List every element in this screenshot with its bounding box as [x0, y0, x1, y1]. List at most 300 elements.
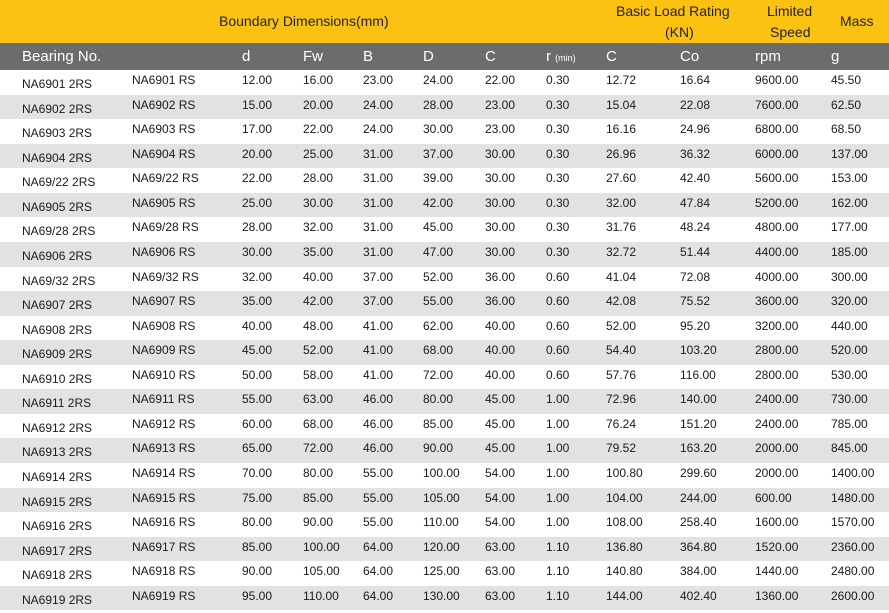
static-load-cell: 42.40: [680, 171, 711, 186]
d-cell: 22.00: [242, 171, 273, 186]
c-cell: 23.00: [485, 122, 516, 137]
mass-cell: 68.50: [831, 122, 862, 137]
fw-cell: 100.00: [303, 539, 340, 554]
outer-d-cell: 52.00: [423, 269, 454, 284]
bearing-no-cell: NA6903 2RS: [22, 126, 93, 141]
fw-cell: 105.00: [303, 564, 340, 579]
outer-d-cell: 85.00: [423, 416, 454, 431]
rs-model-cell: NA6902 RS: [132, 97, 196, 112]
rs-model-cell: NA6910 RS: [132, 367, 196, 382]
d-cell: 40.00: [242, 318, 273, 333]
bearing-no-cell: NA6905 2RS: [22, 199, 93, 214]
rpm-cell: 2800.00: [755, 343, 799, 358]
rs-model-cell: NA6917 RS: [132, 539, 196, 554]
mass-cell: 185.00: [831, 244, 868, 259]
b-cell: 46.00: [363, 392, 394, 407]
dynamic-load-cell: 76.24: [606, 416, 637, 431]
load-rating-unit: (KN): [665, 24, 694, 40]
r-cell: 1.00: [546, 392, 570, 407]
mass-cell: 1570.00: [831, 515, 875, 530]
dynamic-load-cell: 52.00: [606, 318, 637, 333]
rpm-cell: 4400.00: [755, 244, 799, 259]
r-cell: 0.30: [546, 171, 570, 186]
static-load-cell: 75.52: [680, 294, 711, 309]
bearing-no-cell: NA6912 2RS: [22, 420, 93, 435]
c-cell: 23.00: [485, 97, 516, 112]
c-cell: 40.00: [485, 367, 516, 382]
outer-d-cell: 110.00: [423, 515, 459, 530]
rpm-cell: 1440.00: [755, 564, 799, 579]
col-rpm: rpm: [755, 48, 781, 65]
rs-model-cell: NA6919 RS: [132, 588, 196, 603]
fw-cell: 72.00: [303, 441, 334, 456]
col-g: g: [831, 48, 840, 65]
b-cell: 37.00: [363, 269, 394, 284]
c-cell: 40.00: [485, 343, 516, 358]
dynamic-load-cell: 136.80: [606, 539, 643, 554]
r-cell: 1.10: [546, 588, 570, 603]
dynamic-load-cell: 16.16: [606, 122, 637, 137]
r-cell: 0.60: [546, 318, 570, 333]
rpm-cell: 2800.00: [755, 367, 799, 382]
fw-cell: 52.00: [303, 343, 334, 358]
d-cell: 20.00: [242, 146, 273, 161]
b-cell: 64.00: [363, 564, 394, 579]
rs-model-cell: NA6906 RS: [132, 244, 196, 259]
mass-cell: 440.00: [831, 318, 868, 333]
col-r-min: (min): [555, 53, 576, 63]
mass-cell: 1480.00: [831, 490, 875, 505]
fw-cell: 40.00: [303, 269, 334, 284]
table-body: [0, 70, 889, 610]
table-row: [0, 95, 889, 120]
mass-cell: 530.00: [831, 367, 868, 382]
r-cell: 1.00: [546, 441, 570, 456]
rs-model-cell: NA6909 RS: [132, 343, 196, 358]
table-row: [0, 144, 889, 169]
rpm-cell: 6800.00: [755, 122, 799, 137]
mass-cell: 2480.00: [831, 564, 875, 579]
rpm-cell: 5600.00: [755, 171, 799, 186]
c-cell: 63.00: [485, 564, 516, 579]
outer-d-cell: 120.00: [423, 539, 460, 554]
dynamic-load-cell: 57.76: [606, 367, 637, 382]
bearing-no-cell: NA6919 2RS: [22, 592, 93, 607]
r-cell: 0.60: [546, 294, 570, 309]
bearing-no-cell: NA6911 2RS: [22, 396, 92, 411]
table-row: [0, 267, 889, 292]
r-cell: 0.30: [546, 146, 570, 161]
b-cell: 24.00: [363, 122, 394, 137]
column-header-row: [0, 43, 889, 70]
mass-cell: 177.00: [831, 220, 868, 235]
rs-model-cell: NA6905 RS: [132, 195, 196, 210]
table-row: [0, 438, 889, 463]
load-rating-heading: Basic Load Rating: [616, 3, 730, 19]
mass-cell: 520.00: [831, 343, 868, 358]
bearing-no-cell: NA6908 2RS: [22, 322, 93, 337]
fw-cell: 30.00: [303, 195, 334, 210]
b-cell: 31.00: [363, 244, 394, 259]
d-cell: 12.00: [242, 73, 273, 87]
rpm-cell: 2400.00: [755, 392, 799, 407]
static-load-cell: 103.20: [680, 343, 717, 358]
static-load-cell: 299.60: [680, 466, 717, 480]
d-cell: 17.00: [242, 122, 273, 137]
rpm-cell: 7600.00: [755, 97, 799, 112]
table-row: [0, 340, 889, 365]
static-load-cell: 151.20: [680, 416, 717, 431]
limited-speed-heading-line2: Speed: [770, 24, 811, 40]
fw-cell: 58.00: [303, 367, 334, 382]
d-cell: 80.00: [242, 515, 273, 530]
d-cell: 32.00: [242, 269, 273, 284]
rs-model-cell: NA6913 RS: [132, 441, 196, 456]
b-cell: 41.00: [363, 318, 394, 333]
static-load-cell: 51.44: [680, 244, 711, 259]
bearing-no-cell: NA6914 2RS: [22, 470, 93, 484]
fw-cell: 68.00: [303, 416, 334, 431]
c-cell: 63.00: [485, 588, 516, 603]
dynamic-load-cell: 100.80: [606, 466, 643, 480]
dynamic-load-cell: 72.96: [606, 392, 637, 407]
dynamic-load-cell: 144.00: [606, 588, 643, 603]
c-cell: 22.00: [485, 73, 516, 87]
r-cell: 0.30: [546, 122, 570, 137]
static-load-cell: 116.00: [680, 367, 716, 382]
rs-model-cell: NA6912 RS: [132, 416, 196, 431]
c-cell: 45.00: [485, 416, 516, 431]
dynamic-load-cell: 104.00: [606, 490, 643, 505]
fw-cell: 42.00: [303, 294, 334, 309]
rpm-cell: 4000.00: [755, 269, 799, 284]
b-cell: 31.00: [363, 171, 394, 186]
bearing-no-cell: NA6901 2RS: [22, 77, 93, 91]
d-cell: 95.00: [242, 588, 273, 603]
outer-d-cell: 72.00: [423, 367, 454, 382]
outer-d-cell: 42.00: [423, 195, 454, 210]
mass-cell: 45.50: [831, 73, 862, 87]
static-load-cell: 36.32: [680, 146, 711, 161]
bearing-no-cell: NA6909 2RS: [22, 347, 93, 362]
mass-cell: 1400.00: [831, 466, 875, 480]
c-cell: 54.00: [485, 490, 516, 505]
b-cell: 46.00: [363, 416, 394, 431]
d-cell: 28.00: [242, 220, 273, 235]
c-cell: 63.00: [485, 539, 516, 554]
fw-cell: 85.00: [303, 490, 334, 505]
outer-d-cell: 55.00: [423, 294, 454, 309]
mass-cell: 785.00: [831, 416, 868, 431]
fw-cell: 110.00: [303, 588, 339, 603]
static-load-cell: 72.08: [680, 269, 711, 284]
b-cell: 55.00: [363, 466, 394, 480]
rs-model-cell: NA6916 RS: [132, 515, 196, 530]
rpm-cell: 5200.00: [755, 195, 799, 210]
fw-cell: 48.00: [303, 318, 334, 333]
dynamic-load-cell: 32.72: [606, 244, 637, 259]
b-cell: 31.00: [363, 195, 394, 210]
d-cell: 85.00: [242, 539, 273, 554]
rs-model-cell: NA6901 RS: [132, 73, 196, 87]
bearing-no-cell: NA6916 2RS: [22, 519, 93, 534]
dynamic-load-cell: 31.76: [606, 220, 637, 235]
table-row: [0, 217, 889, 242]
col-dynamic-load: C: [606, 48, 617, 65]
outer-d-cell: 47.00: [423, 244, 454, 259]
c-cell: 30.00: [485, 244, 516, 259]
rs-model-cell: NA6918 RS: [132, 564, 196, 579]
outer-d-cell: 24.00: [423, 73, 454, 87]
outer-d-cell: 30.00: [423, 122, 454, 137]
dynamic-load-cell: 15.04: [606, 97, 637, 112]
rpm-cell: 4800.00: [755, 220, 799, 235]
table-row: [0, 291, 889, 316]
outer-d-cell: 37.00: [423, 146, 454, 161]
r-cell: 0.30: [546, 73, 570, 87]
c-cell: 45.00: [485, 441, 516, 456]
r-cell: 0.60: [546, 367, 570, 382]
limited-speed-heading: Limited: [767, 3, 813, 19]
bearing-no-cell: NA6907 2RS: [22, 298, 93, 313]
b-cell: 64.00: [363, 539, 394, 554]
mass-cell: 320.00: [831, 294, 868, 309]
d-cell: 50.00: [242, 367, 273, 382]
dynamic-load-cell: 54.40: [606, 343, 637, 358]
rpm-cell: 1360.00: [755, 588, 799, 603]
table-row: [0, 561, 889, 586]
bearing-no-cell: NA69/32 2RS: [22, 273, 96, 288]
rpm-cell: 2400.00: [755, 416, 799, 431]
fw-cell: 32.00: [303, 220, 334, 235]
rs-model-cell: NA69/28 RS: [132, 220, 199, 235]
fw-cell: 25.00: [303, 146, 334, 161]
bearing-no-cell: NA6913 2RS: [22, 445, 93, 460]
b-cell: 31.00: [363, 220, 394, 235]
r-cell: 1.00: [546, 515, 570, 530]
d-cell: 65.00: [242, 441, 273, 456]
static-load-cell: 95.20: [680, 318, 711, 333]
table-row: [0, 365, 889, 390]
outer-d-cell: 39.00: [423, 171, 454, 186]
c-cell: 30.00: [485, 146, 516, 161]
table-row: [0, 414, 889, 439]
r-cell: 1.00: [546, 416, 570, 431]
rpm-cell: 9600.00: [755, 73, 799, 87]
static-load-cell: 364.80: [680, 539, 717, 554]
rpm-cell: 600.00: [755, 490, 792, 505]
static-load-cell: 244.00: [680, 490, 717, 505]
c-cell: 36.00: [485, 269, 516, 284]
table-row: [0, 512, 889, 537]
rs-model-cell: NA6914 RS: [132, 466, 196, 480]
rs-model-cell: NA69/32 RS: [132, 269, 199, 284]
c-cell: 45.00: [485, 392, 516, 407]
rs-model-cell: NA69/22 RS: [132, 171, 199, 186]
bearing-no-cell: NA6902 2RS: [22, 101, 93, 116]
d-cell: 35.00: [242, 294, 273, 309]
d-cell: 60.00: [242, 416, 273, 431]
bearing-no-cell: NA69/28 2RS: [22, 224, 96, 239]
static-load-cell: 48.24: [680, 220, 711, 235]
dynamic-load-cell: 79.52: [606, 441, 637, 456]
d-cell: 25.00: [242, 195, 273, 210]
col-fw: Fw: [303, 48, 323, 65]
dynamic-load-cell: 42.08: [606, 294, 637, 309]
dynamic-load-cell: 41.04: [606, 269, 637, 284]
static-load-cell: 24.96: [680, 122, 711, 137]
fw-cell: 80.00: [303, 466, 334, 480]
rpm-cell: 1600.00: [755, 515, 799, 530]
mass-cell: 2600.00: [831, 588, 875, 603]
b-cell: 41.00: [363, 367, 394, 382]
col-d: d: [242, 48, 251, 65]
c-cell: 30.00: [485, 220, 516, 235]
fw-cell: 16.00: [303, 73, 334, 87]
mass-cell: 62.50: [831, 97, 862, 112]
table-row: [0, 316, 889, 341]
bearing-no-cell: NA6906 2RS: [22, 248, 93, 263]
table-row: [0, 119, 889, 144]
r-cell: 1.00: [546, 466, 570, 480]
rs-model-cell: NA6911 RS: [132, 392, 195, 407]
table-row: [0, 242, 889, 267]
bearing-no-cell: NA6918 2RS: [22, 568, 93, 583]
d-cell: 15.00: [242, 97, 273, 112]
r-cell: 1.10: [546, 564, 570, 579]
b-cell: 41.00: [363, 343, 394, 358]
rs-model-cell: NA6904 RS: [132, 146, 196, 161]
rs-model-cell: NA6915 RS: [132, 490, 196, 505]
d-cell: 75.00: [242, 490, 273, 505]
rpm-cell: 3600.00: [755, 294, 799, 309]
outer-d-cell: 68.00: [423, 343, 454, 358]
fw-cell: 28.00: [303, 171, 334, 186]
table-row: [0, 389, 889, 414]
outer-d-cell: 125.00: [423, 564, 460, 579]
c-cell: 30.00: [485, 171, 516, 186]
static-load-cell: 47.84: [680, 195, 711, 210]
table-row: [0, 193, 889, 218]
b-cell: 64.00: [363, 588, 394, 603]
rpm-cell: 3200.00: [755, 318, 799, 333]
c-cell: 30.00: [485, 195, 516, 210]
d-cell: 70.00: [242, 466, 273, 480]
rs-model-cell: NA6903 RS: [132, 122, 196, 137]
fw-cell: 22.00: [303, 122, 334, 137]
outer-d-cell: 62.00: [423, 318, 454, 333]
col-b: B: [363, 48, 374, 65]
r-cell: 0.60: [546, 343, 570, 358]
bearing-no-cell: NA6917 2RS: [22, 543, 93, 558]
d-cell: 30.00: [242, 244, 273, 259]
rpm-cell: 6000.00: [755, 146, 799, 161]
bearing-no-cell: NA69/22 2RS: [22, 175, 96, 190]
fw-cell: 20.00: [303, 97, 334, 112]
mass-heading: Mass: [840, 13, 874, 29]
mass-cell: 730.00: [831, 392, 868, 407]
b-cell: 31.00: [363, 146, 394, 161]
mass-cell: 162.00: [831, 195, 868, 210]
col-static-load: Co: [680, 48, 700, 65]
dynamic-load-cell: 12.72: [606, 73, 637, 87]
fw-cell: 63.00: [303, 392, 334, 407]
c-cell: 36.00: [485, 294, 516, 309]
r-cell: 1.10: [546, 539, 570, 554]
col-r: r (min): [546, 48, 576, 65]
table-row: [0, 586, 889, 611]
b-cell: 46.00: [363, 441, 394, 456]
static-load-cell: 258.40: [680, 515, 717, 530]
boundary-dimensions-heading: Boundary Dimensions(mm): [219, 13, 389, 29]
dynamic-load-cell: 26.96: [606, 146, 637, 161]
static-load-cell: 163.20: [680, 441, 717, 456]
mass-cell: 153.00: [831, 171, 868, 186]
rs-model-cell: NA6907 RS: [132, 294, 196, 309]
rpm-cell: 2000.00: [755, 466, 799, 480]
r-cell: 1.00: [546, 490, 570, 505]
rs-model-cell: NA6908 RS: [132, 318, 196, 333]
r-cell: 0.30: [546, 97, 570, 112]
r-cell: 0.30: [546, 220, 570, 235]
mass-cell: 2360.00: [831, 539, 875, 554]
outer-d-cell: 130.00: [423, 588, 460, 603]
rpm-cell: 2000.00: [755, 441, 799, 456]
outer-d-cell: 28.00: [423, 97, 454, 112]
c-cell: 54.00: [485, 515, 516, 530]
r-cell: 0.30: [546, 244, 570, 259]
b-cell: 37.00: [363, 294, 394, 309]
r-cell: 0.30: [546, 195, 570, 210]
d-cell: 45.00: [242, 343, 273, 358]
outer-d-cell: 100.00: [423, 466, 460, 480]
d-cell: 55.00: [242, 392, 273, 407]
col-bearing-no: Bearing No.: [22, 48, 102, 65]
c-cell: 54.00: [485, 466, 516, 480]
fw-cell: 35.00: [303, 244, 334, 259]
outer-d-cell: 90.00: [423, 441, 454, 456]
outer-d-cell: 45.00: [423, 220, 454, 235]
b-cell: 55.00: [363, 490, 394, 505]
mass-cell: 137.00: [831, 146, 868, 161]
b-cell: 23.00: [363, 73, 394, 87]
dynamic-load-cell: 32.00: [606, 195, 637, 210]
static-load-cell: 22.08: [680, 97, 711, 112]
dynamic-load-cell: 27.60: [606, 171, 637, 186]
table-group-header: [0, 0, 889, 43]
table-row: [0, 70, 889, 95]
bearing-no-cell: NA6904 2RS: [22, 150, 93, 165]
bearing-no-cell: NA6910 2RS: [22, 371, 93, 386]
c-cell: 40.00: [485, 318, 516, 333]
mass-cell: 845.00: [831, 441, 868, 456]
mass-cell: 300.00: [831, 269, 868, 284]
static-load-cell: 140.00: [680, 392, 717, 407]
table-row: [0, 463, 889, 488]
bearing-no-cell: NA6915 2RS: [22, 494, 93, 509]
table-row: [0, 537, 889, 562]
static-load-cell: 16.64: [680, 73, 711, 87]
col-outer-d: D: [423, 48, 434, 65]
table-row: [0, 488, 889, 513]
r-cell: 0.60: [546, 269, 570, 284]
d-cell: 90.00: [242, 564, 273, 579]
col-c: C: [485, 48, 496, 65]
dynamic-load-cell: 108.00: [606, 515, 643, 530]
b-cell: 24.00: [363, 97, 394, 112]
static-load-cell: 384.00: [680, 564, 717, 579]
dynamic-load-cell: 140.80: [606, 564, 643, 579]
